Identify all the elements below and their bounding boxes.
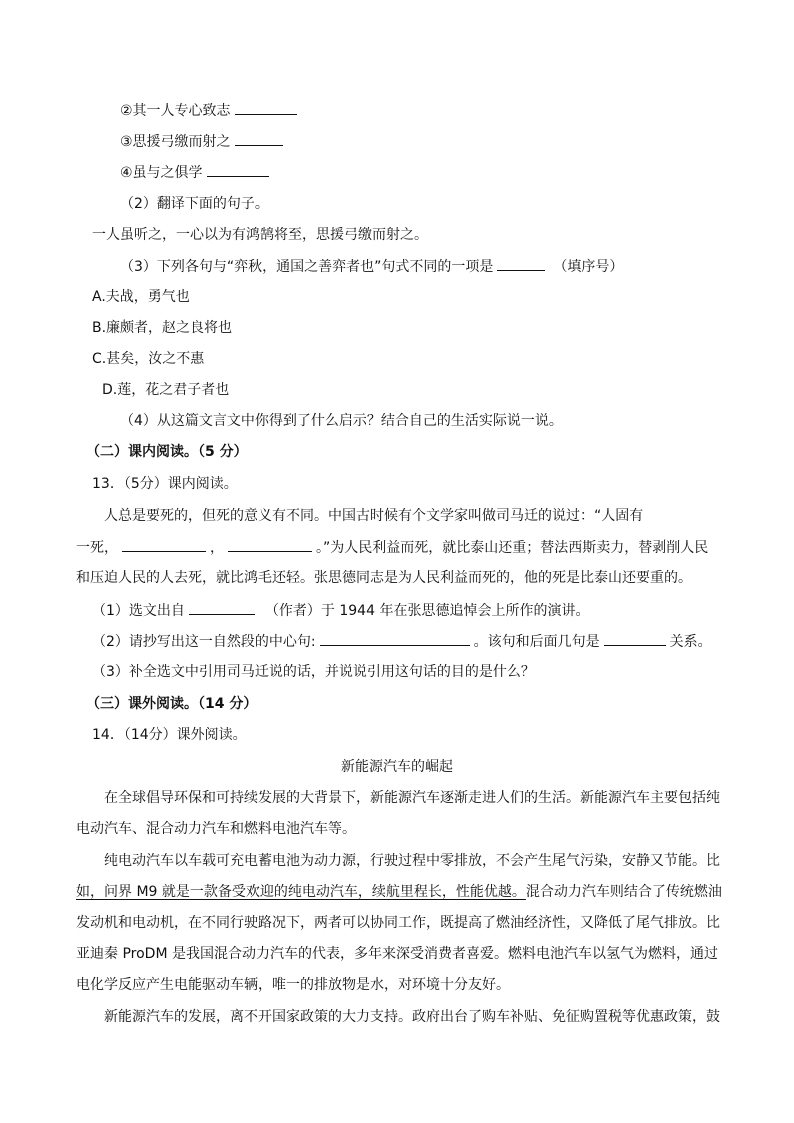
article-p2-line5: 电化学反应产生电能驱动车辆，唯一的排放物是水，对环境十分友好。 bbox=[76, 977, 510, 993]
article-p2-line4: 亚迪秦 ProDM 是我国混合动力汽车的代表，多年来深受消费者喜爱。燃料电池汽车以氢气为燃料，通过 bbox=[76, 946, 718, 962]
q12-sub2: （2）翻译下面的句子。 bbox=[120, 196, 269, 212]
q12-item-4-text: ④虽与之俱学 bbox=[120, 165, 203, 181]
article-p2-line3: 发动机和电动机，在不同行驶路况下，两者可以协同工作，既提高了燃油经济性，又降低了尾气排放。比 bbox=[76, 915, 720, 931]
q12-sub3-suffix: （填序号） bbox=[553, 259, 624, 275]
q13-passage-line1: 人总是要死的，但死的意义有不同。中国古时候有个文学家叫做司马迁的说过：“人固有 bbox=[104, 508, 644, 524]
q12-item-3-text: ③思援弓缴而射之 bbox=[120, 134, 231, 150]
article-p1-line2: 电动汽车、混合动力汽车和燃料电池汽车等。 bbox=[76, 821, 356, 837]
q13-sub2-middle: 。该句和后面几句是 bbox=[473, 634, 600, 650]
article-title: 新能源汽车的崛起 bbox=[341, 759, 453, 775]
q12-sub4: （4）从这篇文言文中你得到了什么启示？结合自己的生活实际说一说。 bbox=[120, 413, 563, 429]
answer-blank[interactable] bbox=[497, 256, 545, 271]
q13-sub2-prefix: （2）请抄写出这一自然段的中心句: bbox=[92, 634, 316, 650]
section3-heading: （三）课外阅读。（14 分） bbox=[86, 696, 258, 712]
q12-item-2-text: ②其一人专心致志 bbox=[120, 103, 231, 119]
answer-blank[interactable] bbox=[122, 537, 206, 552]
q13-sub1-suffix: （作者）于 1944 年在张思德追悼会上所作的演讲。 bbox=[264, 603, 590, 619]
answer-blank[interactable] bbox=[228, 537, 312, 552]
option-a: A.夫战，勇气也 bbox=[92, 289, 190, 305]
q12-item-2 bbox=[120, 100, 301, 121]
passage-text: 一死， bbox=[76, 540, 118, 556]
q12-sub3-prefix: （3）下列各句与“弈秋，通国之善弈者也”句式不同的一项是 bbox=[120, 259, 494, 275]
passage-text: 。”为人民利益而死，就比泰山还重；替法西斯卖力，替剥削人民 bbox=[316, 540, 709, 556]
q13-passage-line2 bbox=[76, 537, 708, 558]
article-p3-line1: 新能源汽车的发展，离不开国家政策的大力支持。政府出台了购车补贴、免征购置税等优惠政策，鼓 bbox=[104, 1009, 720, 1025]
q12-sub2-sentence: 一人虽听之，一心以为有鸿鹄将至，思援弓缴而射之。 bbox=[92, 227, 428, 243]
article-p2-line2 bbox=[76, 882, 722, 902]
q13-sub1-prefix: （1）选文出自 bbox=[92, 603, 185, 619]
q13-header: 13．（5分）课内阅读。 bbox=[92, 476, 238, 492]
article-p1-line1: 在全球倡导环保和可持续发展的大背景下，新能源汽车逐渐走进人们的生活。新能源汽车主要包括纯 bbox=[104, 790, 720, 806]
option-b: B.廉颇者，赵之良将也 bbox=[92, 320, 233, 336]
q13-sub2 bbox=[92, 631, 712, 652]
q12-item-4 bbox=[120, 162, 273, 183]
underlined-sentence: 如，问界 M9 就是一款备受欢迎的纯电动汽车，续航里程长，性能优越。 bbox=[76, 884, 526, 900]
article-p2-line1: 纯电动汽车以车载可充电蓄电池为动力源，行驶过程中零排放，不会产生尾气污染，安静又节能。比 bbox=[104, 853, 720, 869]
q13-sub3: （3）补全选文中引用司马迁说的话，并说说引用这句话的目的是什么？ bbox=[92, 664, 535, 680]
answer-blank[interactable] bbox=[235, 100, 297, 115]
option-d: D.莲，花之君子者也 bbox=[102, 382, 230, 398]
answer-blank[interactable] bbox=[235, 131, 283, 146]
q13-sub2-suffix: 关系。 bbox=[669, 634, 712, 650]
answer-blank[interactable] bbox=[604, 631, 666, 646]
q13-sub1 bbox=[92, 600, 589, 621]
answer-blank[interactable] bbox=[189, 600, 255, 615]
answer-blank[interactable] bbox=[320, 631, 470, 646]
passage-text: ， bbox=[210, 540, 224, 556]
answer-blank[interactable] bbox=[207, 162, 269, 177]
q14-header: 14．（14分）课外阅读。 bbox=[92, 727, 247, 743]
option-c: C.甚矣，汝之不惠 bbox=[92, 351, 205, 367]
q12-sub3 bbox=[120, 256, 623, 277]
article-text: 混合动力汽车则结合了传统燃油 bbox=[525, 884, 722, 900]
section2-heading: （二）课内阅读。（5 分） bbox=[86, 444, 248, 460]
q12-item-3 bbox=[120, 131, 287, 152]
q13-passage-line3: 和压迫人民的人去死，就比鸿毛还轻。张思德同志是为人民利益而死的，他的死是比泰山还要重的。 bbox=[76, 570, 692, 586]
